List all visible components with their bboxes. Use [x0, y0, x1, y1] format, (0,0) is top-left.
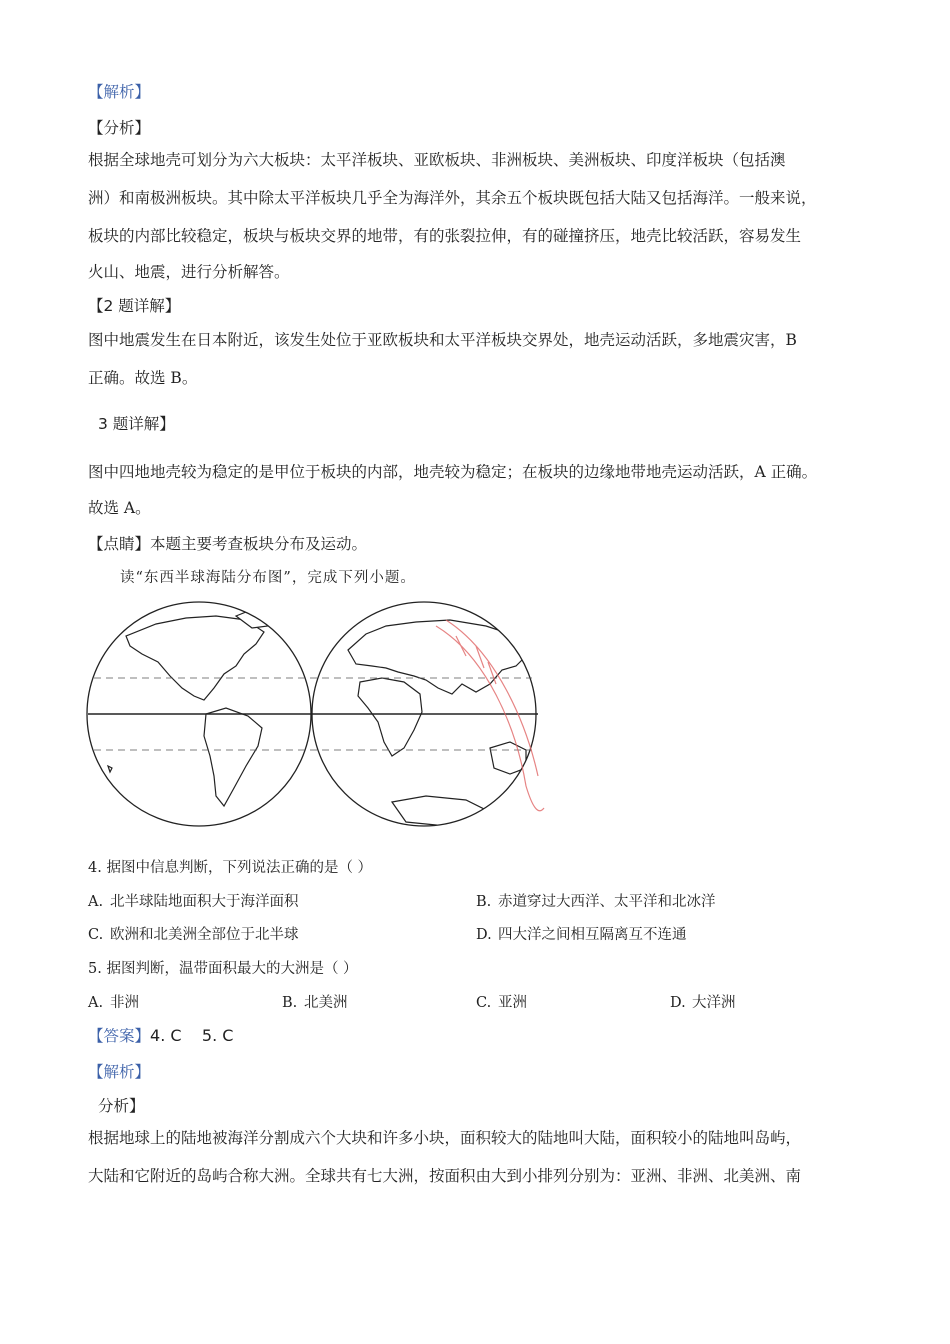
analysis2-line-2: 大陆和它附近的岛屿合称大洲。全球共有七大洲，按面积由大到小排列分别为：亚洲、非洲、北美洲、南	[88, 1167, 802, 1185]
dianjing	[88, 534, 367, 554]
q2-detail-heading: 【2 题详解】	[88, 297, 181, 315]
option-letter: A.	[88, 995, 104, 1011]
q5-option-a[interactable]	[88, 993, 139, 1013]
q4-option-d[interactable]	[476, 925, 687, 945]
option-letter: D.	[670, 995, 686, 1011]
q5-option-c[interactable]	[476, 993, 527, 1013]
answer	[88, 1026, 233, 1046]
option-letter: D.	[476, 927, 492, 943]
q2-detail-line-2: 正确。故选 B。	[88, 369, 198, 387]
q2-detail-line-1: 图中地震发生在日本附近，该发生处位于亚欧板块和太平洋板块交界处，地壳运动活跃，多地震灾害，B	[88, 331, 797, 349]
option-letter: B.	[476, 894, 492, 910]
option-text: 北半球陆地面积大于海洋面积	[110, 894, 299, 910]
hemisphere-map	[86, 596, 546, 836]
q5-option-d[interactable]	[670, 993, 736, 1013]
analysis-line-4: 火山、地震，进行分析解答。	[88, 263, 290, 281]
option-letter: B.	[282, 995, 298, 1011]
q3-detail-line-1: 图中四地地壳较为稳定的是甲位于板块的内部，地壳较为稳定；在板块的边缘地带地壳运动活跃，A 正确。	[88, 463, 818, 481]
q4-option-c[interactable]	[88, 925, 299, 945]
q4-stem: 4. 据图中信息判断，下列说法正确的是（ ）	[88, 860, 373, 876]
option-text: 赤道穿过大西洋、太平洋和北冰洋	[498, 894, 716, 910]
option-text: 非洲	[110, 995, 139, 1011]
q5-option-b[interactable]	[282, 993, 348, 1013]
jiexi-label-2: 【解析】	[88, 1063, 151, 1081]
q4-option-a[interactable]	[88, 892, 299, 912]
q4-option-b[interactable]	[476, 892, 716, 912]
option-letter: C.	[476, 995, 492, 1011]
answer-value: 4. C 5. C	[150, 1026, 234, 1045]
option-text: 欧洲和北美洲全部位于北半球	[110, 927, 299, 943]
analysis-line-2: 洲）和南极洲板块。其中除太平洋板块几乎全为海洋外，其余五个板块既包括大陆又包括海洋。一般来说，	[88, 189, 817, 207]
option-text: 亚洲	[498, 995, 527, 1011]
analysis-line-1: 根据全球地壳可划分为六大板块：太平洋板块、亚欧板块、非洲板块、美洲板块、印度洋板块（包括澳	[88, 151, 786, 169]
answer-label: 【答案】	[88, 1027, 151, 1045]
jiexi-label: 【解析】	[88, 83, 151, 101]
analysis-line-3: 板块的内部比较稳定，板块与板块交界的地带，有的张裂拉伸，有的碰撞挤压，地壳比较活跃，容易发生	[88, 227, 802, 245]
western-hemisphere-land	[108, 608, 276, 806]
analysis2-line-1: 根据地球上的陆地被海洋分割成六个大块和许多小块，面积较大的陆地叫大陆，面积较小的陆地叫岛屿，	[88, 1129, 802, 1147]
fenxi-label: 【分析】	[88, 119, 151, 137]
dianjing-text: 本题主要考查板块分布及运动。	[150, 535, 368, 553]
dianjing-label: 【点睛】	[88, 535, 151, 553]
eastern-hemisphere-land	[348, 620, 530, 826]
option-text: 大洋洲	[692, 995, 736, 1011]
option-letter: A.	[88, 894, 104, 910]
q3-detail-line-2: 故选 A。	[88, 499, 151, 517]
fenxi-label-2: 分析】	[98, 1097, 145, 1115]
q5-stem: 5. 据图判断，温带面积最大的大洲是（ ）	[88, 961, 358, 977]
option-text: 北美洲	[304, 995, 348, 1011]
option-text: 四大洋之间相互隔离互不连通	[498, 927, 687, 943]
map-intro: 读“东西半球海陆分布图”，完成下列小题。	[120, 570, 416, 586]
q3-detail-heading: 3 题详解】	[98, 415, 175, 433]
option-letter: C.	[88, 927, 104, 943]
